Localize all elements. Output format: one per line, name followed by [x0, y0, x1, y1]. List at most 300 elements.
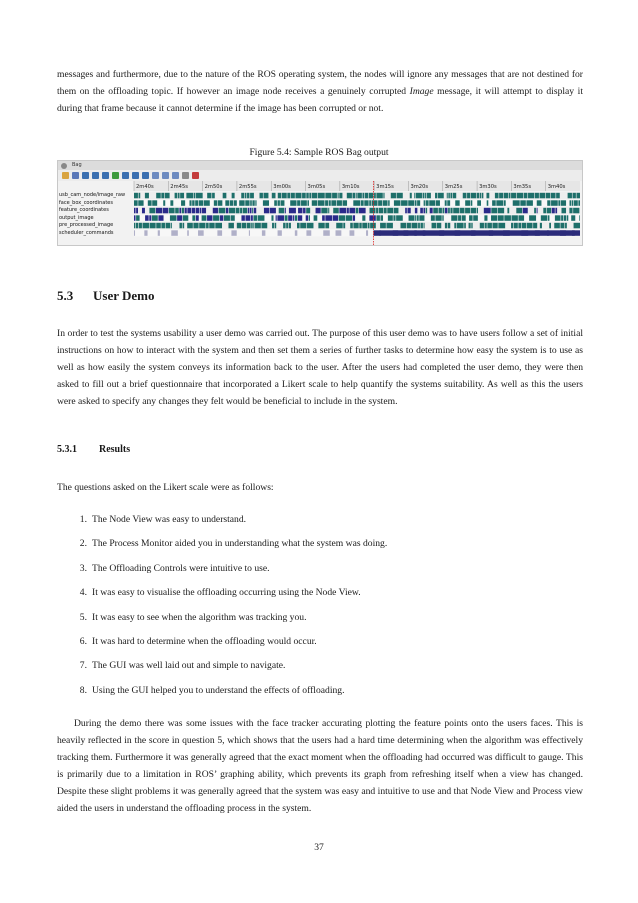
- message-bar: [280, 200, 284, 206]
- message-bar: [249, 230, 250, 236]
- message-bar: [504, 193, 508, 199]
- message-bar: [272, 223, 274, 229]
- message-bar: [181, 200, 185, 206]
- message-bar: [561, 215, 563, 221]
- record-icon[interactable]: [192, 172, 199, 179]
- message-bar: [574, 200, 578, 206]
- message-bar: [409, 215, 415, 221]
- message-bar: [518, 223, 521, 229]
- time-tick-label: 3m40s: [547, 184, 566, 190]
- message-bar: [513, 200, 520, 206]
- message-bar: [448, 208, 450, 214]
- message-bar: [309, 215, 310, 221]
- message-bar: [564, 215, 566, 221]
- message-bar: [175, 193, 177, 199]
- message-bar: [218, 200, 222, 206]
- message-bar: [295, 193, 301, 199]
- message-bar: [298, 215, 302, 221]
- message-bar: [383, 193, 384, 199]
- message-bar: [271, 215, 273, 221]
- message-bar: [287, 193, 290, 199]
- message-bar: [318, 223, 324, 229]
- message-bar: [558, 200, 560, 206]
- message-bar: [548, 215, 549, 221]
- message-bar: [165, 193, 170, 199]
- message-bar: [171, 230, 178, 236]
- time-tick-label: 3m05s: [307, 184, 326, 190]
- message-bar: [415, 215, 416, 221]
- message-bar: [495, 193, 499, 199]
- zoom-in-icon[interactable]: [152, 172, 159, 179]
- message-bar: [309, 193, 311, 199]
- results-paragraph: During the demo there was some issues with the face tracker accurating plotting the feature points onto the users faces. This is heavily reflected in the score in question 5, which shows that the users had a hard time determining when the algorithm was effectively tracking them. Furthermore it was generally agreed that the exact moment when the offloading had occurred was difficult to gauge. This is primarily due to a limitation in ROS’ graphing ability, which prevents its graph from refreshing itself when a view has changed. Despite these slight problems it was generally agreed that the system was easy and intuitive to use and that Node View and Process view aided the users in understand the offloading process in the system.: [57, 718, 583, 814]
- message-bar: [303, 208, 306, 214]
- time-tick-label: 3m15s: [376, 184, 394, 190]
- intro-emphasis-image: Image: [409, 86, 434, 97]
- message-bar: [353, 223, 358, 229]
- figure-caption: Figure 5.4: Sample ROS Bag output: [249, 147, 389, 158]
- time-tick-label: 3m20s: [410, 184, 429, 190]
- message-bar: [163, 200, 165, 206]
- message-bar: [543, 208, 546, 214]
- message-bar: [507, 208, 509, 214]
- message-bar: [279, 208, 284, 214]
- message-bar: [504, 200, 506, 206]
- message-bar: [209, 223, 214, 229]
- message-bar: [369, 193, 374, 199]
- time-tick-label: 3m00s: [273, 184, 291, 190]
- message-bar: [467, 193, 470, 199]
- message-bar: [199, 200, 204, 206]
- demo-paragraph: In order to test the systems usability a user demo was carried out. The purpose of this user demo was to have users follow a set of initial instructions on how to interact with the system and then set them a series of further tasks to determine how easy the system is to use as well as how easily the system conveys its information back to the user. After the users had completed the user demo, they were then asked to fill out a brief questionnaire that incorporated a Likert scale to help quantify the systems suitability. As well as this the users were asked to specify any changes they felt would be beneficial to include in the system.: [57, 328, 583, 407]
- message-bar: [512, 215, 518, 221]
- message-bar: [293, 215, 294, 221]
- message-bar: [224, 215, 230, 221]
- message-bar: [498, 208, 505, 214]
- message-bar: [149, 208, 155, 214]
- message-bar: [579, 215, 580, 221]
- question-item: 4. It was easy to visualise the offloading occurring using the Node View.: [79, 587, 361, 599]
- message-bar: [219, 208, 226, 214]
- message-bar: [552, 208, 555, 214]
- message-bar: [337, 200, 342, 206]
- intro-line-2: that are not destined for them on the offloading topic. If however an image node receives a genuinely corrupted: [57, 69, 584, 97]
- message-bar: [152, 215, 158, 221]
- last-frame-icon[interactable]: [142, 172, 149, 179]
- message-bar: [242, 223, 246, 229]
- topic-label: pre_processed_image: [59, 222, 114, 228]
- message-bar: [436, 200, 440, 206]
- message-bar: [388, 215, 393, 221]
- message-bar: [231, 215, 235, 221]
- subsection-heading: [57, 444, 130, 455]
- message-bar: [236, 208, 239, 214]
- message-bar: [295, 230, 297, 236]
- message-bar: [204, 200, 210, 206]
- message-bar: [464, 223, 466, 229]
- message-bar: [526, 200, 532, 206]
- message-bar: [516, 208, 522, 214]
- zoom-fit-icon[interactable]: [172, 172, 179, 179]
- message-bar: [378, 200, 382, 206]
- message-bar: [306, 230, 311, 236]
- message-bar: [332, 193, 337, 199]
- message-bar: [199, 223, 205, 229]
- message-bar: [325, 223, 329, 229]
- message-bar: [438, 193, 444, 199]
- message-bar: [471, 208, 476, 214]
- message-bar: [571, 215, 575, 221]
- message-bar: [487, 223, 492, 229]
- message-bar: [134, 200, 138, 206]
- message-bar: [537, 208, 538, 214]
- message-bar: [183, 215, 189, 221]
- message-bar: [353, 200, 360, 206]
- message-bar: [457, 223, 464, 229]
- message-bar: [523, 208, 528, 214]
- intro-line-1: messages and furthermore, due to the nature of the ROS operating system, the nodes will ignore any messages: [57, 69, 488, 80]
- message-bar: [318, 193, 325, 199]
- message-bar: [158, 230, 160, 236]
- message-bar: [511, 193, 516, 199]
- message-bar: [410, 193, 412, 199]
- message-bar: [170, 215, 177, 221]
- timeline-svg: [58, 181, 582, 245]
- message-bar: [321, 208, 327, 214]
- time-tick-label: 2m45s: [170, 184, 188, 190]
- message-bar: [429, 200, 435, 206]
- message-bar: [336, 223, 342, 229]
- message-bar: [264, 208, 269, 214]
- message-bar: [307, 223, 314, 229]
- message-bar: [573, 193, 576, 199]
- message-bar: [469, 223, 471, 229]
- message-bar: [362, 215, 365, 221]
- message-bar: [443, 208, 445, 214]
- message-bar: [343, 200, 348, 206]
- message-bar: [328, 208, 329, 214]
- message-bar: [574, 223, 580, 229]
- message-bar: [498, 223, 505, 229]
- message-bar: [491, 215, 497, 221]
- subsection-title: Results: [99, 444, 131, 455]
- message-bar: [499, 193, 503, 199]
- message-bar: [139, 223, 142, 229]
- message-bar: [486, 193, 489, 199]
- message-bar: [573, 208, 579, 214]
- message-bar: [142, 208, 145, 214]
- message-bar: [362, 223, 367, 229]
- message-bar: [339, 215, 345, 221]
- message-bar: [555, 208, 557, 214]
- message-bar: [480, 193, 481, 199]
- message-bar: [433, 208, 438, 214]
- message-bar: [359, 223, 361, 229]
- message-bar: [276, 215, 277, 221]
- message-bar: [393, 215, 395, 221]
- message-bar: [298, 208, 302, 214]
- message-bar: [401, 200, 408, 206]
- section-number: 5.3: [57, 288, 74, 303]
- message-bar: [546, 193, 550, 199]
- message-bar: [379, 208, 383, 214]
- message-bar: [325, 200, 328, 206]
- message-bar: [323, 230, 330, 236]
- message-bar: [223, 193, 227, 199]
- message-bar: [477, 200, 481, 206]
- message-bar: [533, 223, 537, 229]
- message-bar: [445, 200, 447, 206]
- first-frame-icon[interactable]: [82, 172, 89, 179]
- message-bar: [427, 193, 431, 199]
- message-bar: [426, 208, 427, 214]
- message-bar: [264, 193, 269, 199]
- message-bar: [421, 223, 423, 229]
- message-bar: [417, 215, 419, 221]
- bag-timeline[interactable]: [58, 181, 582, 245]
- message-bar: [442, 215, 443, 221]
- message-bar: [171, 223, 172, 229]
- play-icon[interactable]: [112, 172, 119, 179]
- message-bar: [278, 230, 282, 236]
- message-bar: [339, 193, 342, 199]
- message-bar: [551, 200, 558, 206]
- message-bar: [509, 193, 511, 199]
- message-bar: [240, 208, 242, 214]
- message-bar: [407, 223, 411, 229]
- message-bar: [565, 223, 567, 229]
- message-bar: [357, 193, 362, 199]
- message-bar: [143, 223, 149, 229]
- message-bar: [161, 193, 164, 199]
- message-bar: [241, 193, 244, 199]
- message-bar: [561, 208, 566, 214]
- message-bar: [134, 230, 135, 236]
- topic-label: usb_cam_node/image_raw: [59, 192, 126, 198]
- message-bar: [232, 193, 235, 199]
- message-bar: [228, 223, 233, 229]
- message-bar: [547, 200, 550, 206]
- message-bar: [376, 215, 380, 221]
- message-bar: [278, 200, 280, 206]
- message-bar: [396, 215, 403, 221]
- message-bar: [420, 208, 423, 214]
- message-bar: [417, 200, 420, 206]
- message-bar: [569, 208, 572, 214]
- message-bar: [369, 215, 375, 221]
- message-bar: [333, 208, 339, 214]
- message-bar: [477, 208, 478, 214]
- message-bar: [250, 200, 252, 206]
- message-bar: [213, 215, 219, 221]
- message-bar: [346, 215, 352, 221]
- message-bar: [447, 200, 450, 206]
- message-bar: [383, 200, 388, 206]
- message-bar: [166, 223, 170, 229]
- topic-label: scheduler_commands: [59, 229, 114, 236]
- message-bar: [447, 193, 448, 199]
- message-bar: [302, 193, 306, 199]
- message-bar: [214, 200, 218, 206]
- message-bar: [555, 215, 561, 221]
- message-bar: [560, 223, 564, 229]
- question-item: 1. The Node View was easy to understand.: [79, 514, 247, 525]
- message-bar: [437, 223, 442, 229]
- time-tick-label: 3m35s: [513, 184, 532, 190]
- message-bar: [514, 223, 518, 229]
- message-bar: [578, 200, 580, 206]
- message-bar: [134, 193, 138, 199]
- message-bar: [289, 208, 296, 214]
- message-bar: [163, 208, 168, 214]
- message-bar: [229, 208, 235, 214]
- message-bar: [212, 193, 215, 199]
- message-bar: [175, 208, 179, 214]
- message-bar: [145, 215, 149, 221]
- message-bar: [535, 193, 539, 199]
- question-item: 7. The GUI was well laid out and simple to navigate.: [79, 660, 286, 672]
- message-bar: [192, 215, 195, 221]
- message-bar: [338, 193, 339, 199]
- message-bar: [366, 230, 368, 236]
- message-bar: [423, 208, 425, 214]
- message-bar: [492, 200, 496, 206]
- message-bar: [234, 200, 237, 206]
- message-bar: [561, 200, 566, 206]
- time-tick-label: 2m40s: [136, 184, 154, 190]
- message-bar: [458, 215, 461, 221]
- message-bar: [180, 193, 184, 199]
- message-bar: [156, 223, 161, 229]
- message-bar: [192, 200, 194, 206]
- subsection-number: 5.3.1: [57, 444, 77, 455]
- message-bar: [518, 215, 524, 221]
- message-bar: [136, 208, 138, 214]
- topic-list: [59, 192, 133, 237]
- message-bar: [415, 200, 417, 206]
- time-tick-label: 3m25s: [444, 184, 463, 190]
- message-bar: [416, 193, 422, 199]
- message-bar: [314, 215, 318, 221]
- message-bar: [295, 215, 297, 221]
- message-bar: [353, 193, 356, 199]
- bag-window-title: Bag: [72, 162, 82, 168]
- message-bar: [177, 215, 182, 221]
- message-bar: [450, 208, 452, 214]
- message-bar: [388, 200, 390, 206]
- message-bar: [183, 223, 185, 229]
- message-bar: [194, 193, 196, 199]
- message-bar: [524, 193, 528, 199]
- message-bar: [144, 230, 147, 236]
- message-bar: [448, 193, 450, 199]
- message-bar: [369, 200, 371, 206]
- message-bar: [258, 215, 265, 221]
- message-bar: [435, 193, 437, 199]
- message-bar: [547, 208, 551, 214]
- message-bar: [551, 193, 556, 199]
- message-bar: [285, 215, 288, 221]
- message-bar: [517, 193, 523, 199]
- message-bar: [178, 193, 180, 199]
- save-icon[interactable]: [72, 172, 79, 179]
- message-bar: [333, 215, 338, 221]
- step-back-icon[interactable]: [102, 172, 109, 179]
- message-bar: [391, 193, 396, 199]
- message-bar: [226, 208, 228, 214]
- message-bar: [454, 223, 456, 229]
- message-bar: [408, 200, 414, 206]
- message-bar: [206, 223, 209, 229]
- message-bar: [549, 223, 551, 229]
- message-bar: [364, 200, 368, 206]
- message-bar: [306, 193, 308, 199]
- message-bar: [195, 200, 198, 206]
- message-bar: [511, 223, 513, 229]
- message-bar: [397, 193, 403, 199]
- message-bar: [207, 193, 211, 199]
- message-bar: [297, 223, 300, 229]
- message-bar: [139, 193, 141, 199]
- message-bar: [182, 208, 184, 214]
- questions-intro: The questions asked on the Likert scale were as follows:: [57, 482, 274, 493]
- step-forward-icon[interactable]: [122, 172, 129, 179]
- message-bar: [272, 193, 276, 199]
- message-bar: [237, 223, 241, 229]
- message-bar: [356, 208, 358, 214]
- thumbnail-icon[interactable]: [182, 172, 189, 179]
- message-bar: [329, 200, 331, 206]
- question-item: 5. It was easy to see when the algorithm was tracking you.: [79, 611, 307, 623]
- bag-toolbar: [58, 170, 582, 181]
- rewind-icon[interactable]: [92, 172, 99, 179]
- message-bar: [537, 200, 542, 206]
- message-bar: [250, 208, 252, 214]
- message-bar: [568, 193, 572, 199]
- message-bar: [473, 215, 478, 221]
- message-bar: [306, 215, 309, 221]
- message-bar: [270, 208, 276, 214]
- message-bar: [134, 223, 135, 229]
- intro-line-3: message, it will attempt to display it during that frame because it cannot determine if the image has been: [57, 86, 583, 114]
- message-bar: [412, 223, 418, 229]
- message-bar: [136, 215, 140, 221]
- message-bar: [289, 223, 291, 229]
- message-bar: [193, 223, 198, 229]
- message-bar: [316, 208, 321, 214]
- message-bar: [496, 200, 503, 206]
- question-item: 3. The Offloading Controls were intuitive to use.: [79, 562, 270, 574]
- message-bar: [225, 200, 229, 206]
- message-bar: [275, 223, 277, 229]
- message-bar: [418, 223, 420, 229]
- message-bar: [261, 223, 267, 229]
- message-bar: [282, 193, 287, 199]
- section-title: User Demo: [93, 288, 155, 303]
- message-bar: [325, 215, 332, 221]
- message-bar: [312, 193, 318, 199]
- open-icon[interactable]: [62, 172, 69, 179]
- message-bar: [192, 208, 195, 214]
- fast-forward-icon[interactable]: [132, 172, 139, 179]
- message-bar: [239, 200, 244, 206]
- message-bar: [145, 193, 149, 199]
- message-bar: [198, 230, 204, 236]
- message-bar: [245, 193, 246, 199]
- zoom-out-icon[interactable]: [162, 172, 169, 179]
- message-bar: [425, 193, 426, 199]
- question-item: 6. It was hard to determine when the offloading would occur.: [79, 635, 317, 647]
